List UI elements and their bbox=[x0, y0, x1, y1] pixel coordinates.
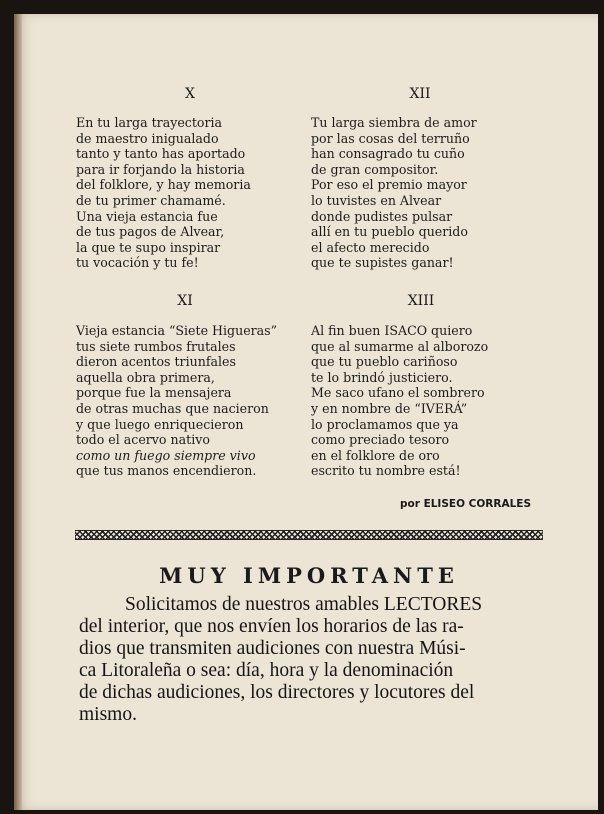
verse-line: escrito tu nombre está! bbox=[311, 463, 461, 479]
verse-line: y que luego enriquecieron bbox=[76, 416, 244, 432]
verse-line: el afecto merecido bbox=[311, 239, 430, 255]
verse-line: allí en tu pueblo querido bbox=[311, 224, 468, 240]
verse-line: lo tuvistes en Alvear bbox=[311, 192, 442, 208]
verse-line: de tu primer chamamé. bbox=[76, 192, 226, 208]
stanza-x-numeral: X bbox=[185, 86, 195, 102]
verse-line: lo proclamamos que ya bbox=[311, 416, 459, 432]
verse-line: en el folklore de oro bbox=[311, 447, 440, 463]
verse-line: que te supistes ganar! bbox=[311, 255, 454, 271]
poem-author: por ELISEO CORRALES bbox=[400, 498, 532, 510]
verse-line: y en nombre de “IVERÁ” bbox=[311, 400, 468, 416]
verse-line: todo el acervo nativo bbox=[76, 432, 210, 448]
page-gutter bbox=[14, 14, 22, 810]
verse-line: de gran compositor. bbox=[311, 161, 439, 177]
verse-line: de maestro inigualado bbox=[76, 130, 219, 146]
ornamental-divider bbox=[75, 530, 543, 540]
verse-line: tanto y tanto has aportado bbox=[76, 146, 246, 162]
verse-line: Por eso el premio mayor bbox=[311, 177, 467, 193]
stanza-xii bbox=[311, 115, 477, 271]
verse-line: Me saco ufano el sombrero bbox=[311, 385, 485, 401]
notice-line: mismo. bbox=[79, 704, 137, 725]
stanza-xi-numeral: XI bbox=[177, 293, 193, 309]
verse-line: como un fuego siempre vivo bbox=[76, 447, 256, 463]
verse-line: que tu pueblo cariñoso bbox=[311, 354, 458, 370]
notice-body bbox=[79, 594, 555, 726]
stanza-xiii-numeral: XIII bbox=[407, 293, 435, 309]
verse-line: Tu larga siembra de amor bbox=[311, 115, 477, 130]
verse-line: que tus manos encendieron. bbox=[76, 463, 257, 479]
notice-line: dios que transmiten audiciones con nuestra Músi- bbox=[79, 638, 466, 659]
stanza-xii-numeral: XII bbox=[409, 86, 431, 102]
verse-line: por las cosas del terruño bbox=[311, 130, 470, 146]
stanza-x bbox=[76, 115, 251, 271]
verse-line: donde pudistes pulsar bbox=[311, 208, 453, 224]
verse-line: aquella obra primera, bbox=[76, 369, 215, 385]
verse-line: de tus pagos de Alvear, bbox=[76, 224, 225, 240]
book-page bbox=[14, 14, 598, 810]
notice-title: MUY IMPORTANTE bbox=[159, 563, 459, 588]
verse-line: tus siete rumbos frutales bbox=[76, 338, 236, 354]
verse-line: dieron acentos triunfales bbox=[76, 354, 236, 370]
verse-line: te lo brindó justiciero. bbox=[311, 369, 453, 385]
stanza-xi bbox=[76, 323, 277, 479]
verse-line: han consagrado tu cuño bbox=[311, 146, 465, 162]
verse-line: tu vocación y tu fe! bbox=[76, 255, 199, 271]
verse-line: que al sumarme al alborozo bbox=[311, 338, 489, 354]
verse-line: Una vieja estancia fue bbox=[76, 208, 218, 224]
verse-line: Al fin buen ISACO quiero bbox=[311, 323, 473, 338]
verse-line: de otras muchas que nacieron bbox=[76, 400, 269, 416]
verse-line: como preciado tesoro bbox=[311, 432, 450, 448]
verse-line: la que te supo inspirar bbox=[76, 239, 221, 255]
verse-line: del folklore, y hay memoria bbox=[76, 177, 251, 193]
notice-line: Solicitamos de nuestros amables LECTORES bbox=[125, 594, 483, 615]
notice-line: del interior, que nos envíen los horarios de las ra- bbox=[79, 616, 464, 637]
verse-line: En tu larga trayectoria bbox=[76, 115, 223, 130]
verse-line: Vieja estancia “Siete Higueras” bbox=[76, 323, 278, 338]
notice-line: ca Litoraleña o sea: día, hora y la denominación bbox=[79, 660, 454, 681]
stanza-xiii bbox=[311, 323, 488, 479]
verse-line: porque fue la mensajera bbox=[76, 385, 232, 401]
notice-line: de dichas audiciones, los directores y locutores del bbox=[79, 682, 475, 703]
verse-line: para ir forjando la historia bbox=[76, 161, 245, 177]
